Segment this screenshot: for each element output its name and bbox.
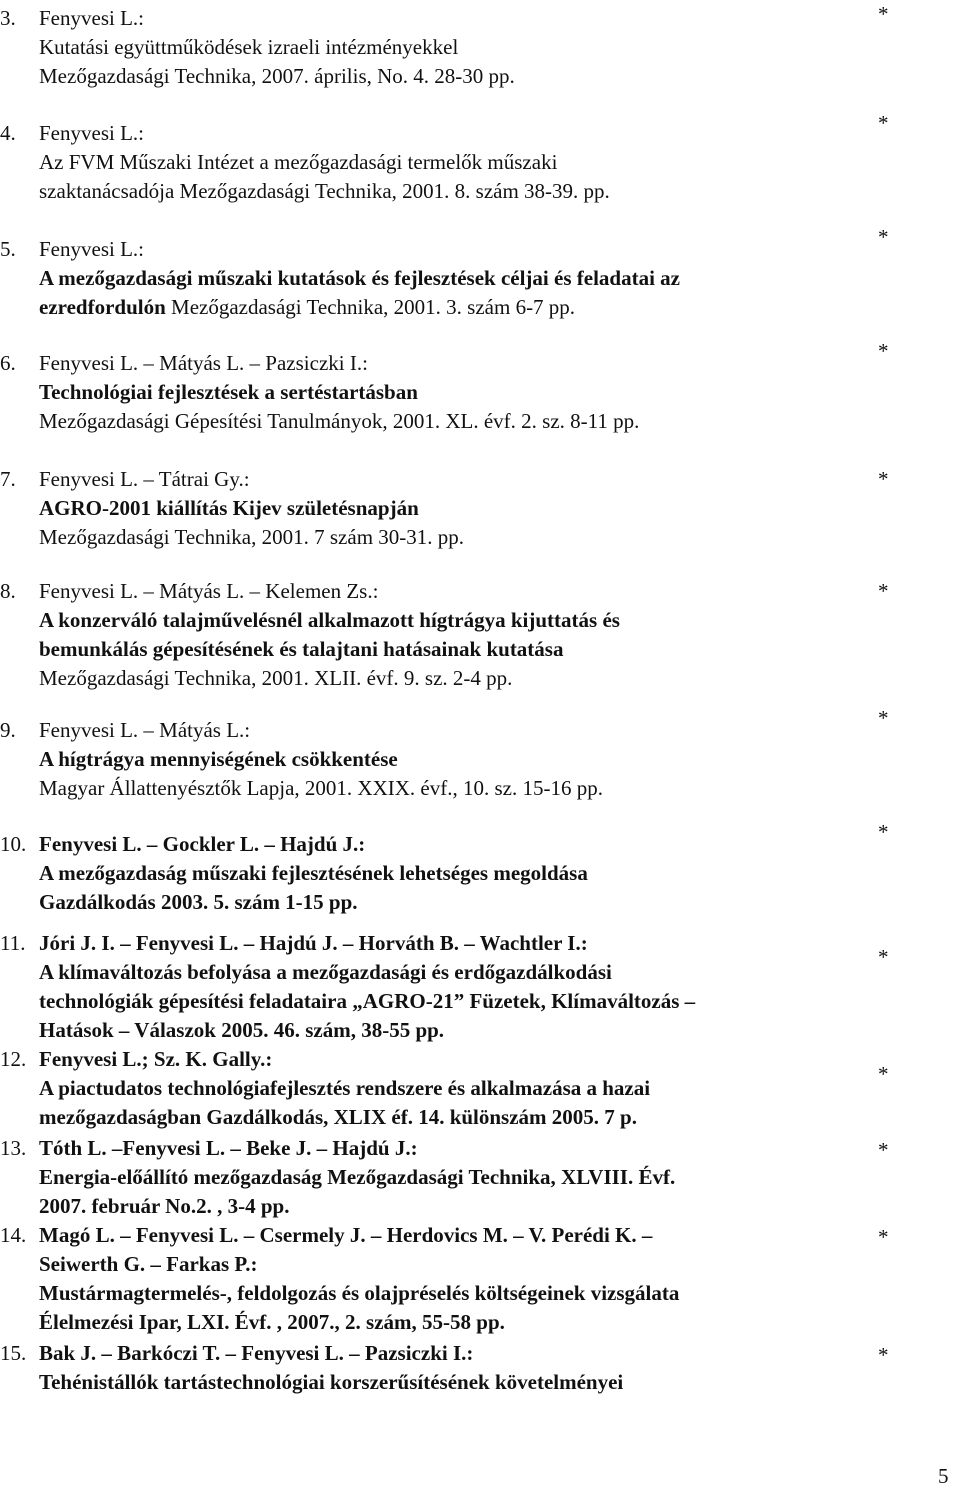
entry-number: 3. [0, 6, 16, 30]
entry-title: AGRO-2001 kiállítás Kijev születésnapján [39, 496, 419, 520]
entry-source: Mezőgazdasági Technika, 2001. XLII. évf. 9. sz. 2-4 pp. [39, 666, 513, 690]
entry-authors: Seiwerth G. – Farkas P.: [39, 1252, 258, 1276]
entry-title: A hígtrágya mennyiségének csökkentése [39, 747, 398, 771]
asterisk-mark: * [878, 1225, 889, 1249]
entry-number: 12. [0, 1047, 27, 1071]
asterisk-mark: * [878, 820, 889, 844]
page-number: 5 [938, 1464, 949, 1488]
entry-number: 7. [0, 467, 16, 491]
entry-title: mezőgazdaságban Gazdálkodás, XLIX éf. 14. különszám 2005. 7 p. [39, 1105, 637, 1129]
entry-title: Energia-előállító mezőgazdaság Mezőgazdasági Technika, XLVIII. Évf. [39, 1165, 676, 1189]
entry-source: Mezőgazdasági Gépesítési Tanulmányok, 2001. XL. évf. 2. sz. 8-11 pp. [39, 409, 640, 433]
entry-title: A piactudatos technológiafejlesztés rendszere és alkalmazása a hazai [39, 1076, 651, 1100]
entry-authors: Fenyvesi L.: [39, 121, 144, 145]
entry-title: bemunkálás gépesítésének és talajtani hatásainak kutatása [39, 637, 564, 661]
entry-source: Mezőgazdasági Technika, 2001. 7 szám 30-31. pp. [39, 525, 465, 549]
asterisk-mark: * [878, 2, 889, 26]
entry-authors: Fenyvesi L. – Mátyás L. – Pazsiczki I.: [39, 351, 368, 375]
entry-number: 15. [0, 1341, 27, 1365]
entry-authors: Fenyvesi L.: [39, 237, 144, 261]
asterisk-mark: * [878, 1343, 889, 1367]
asterisk-mark: * [878, 467, 889, 491]
asterisk-mark: * [878, 579, 889, 603]
asterisk-mark: * [878, 945, 889, 969]
entry-authors: Jóri J. I. – Fenyvesi L. – Hajdú J. – Horváth B. – Wachtler I.: [39, 931, 588, 955]
entry-source: Gazdálkodás 2003. 5. szám 1-15 pp. [39, 890, 358, 914]
entry-title: Az FVM Műszaki Intézet a mezőgazdasági termelők műszaki [39, 150, 558, 174]
entry-authors: Tóth L. –Fenyvesi L. – Beke J. – Hajdú J.: [39, 1136, 418, 1160]
entry-title: Mustármagtermelés-, feldolgozás és olajpréselés költségeinek vizsgálata [39, 1281, 680, 1305]
entry-title: A klímaváltozás befolyása a mezőgazdasági és erdőgazdálkodási [39, 960, 612, 984]
entry-title: szaktanácsadója [39, 179, 175, 203]
entry-title: A mezőgazdaság műszaki fejlesztésének lehetséges megoldása [39, 861, 588, 885]
entry-title: A mezőgazdasági műszaki kutatások és fejlesztések céljai és feladatai az [39, 266, 680, 290]
entry-title: Élelmezési Ipar, LXI. Évf. , 2007., 2. szám, 55-58 pp. [39, 1310, 505, 1334]
entry-number: 9. [0, 718, 16, 742]
asterisk-mark: * [878, 1062, 889, 1086]
entry-number: 4. [0, 121, 16, 145]
asterisk-mark: * [878, 1138, 889, 1162]
entry-number: 6. [0, 351, 16, 375]
entry-number: 8. [0, 579, 16, 603]
entry-title: 2007. február No.2. , 3-4 pp. [39, 1194, 290, 1218]
asterisk-mark: * [878, 225, 889, 249]
entry-title: A konzerváló talajművelésnél alkalmazott hígtrágya kijuttatás és [39, 608, 620, 632]
entry-authors: Fenyvesi L. – Mátyás L.: [39, 718, 251, 742]
entry-number: 14. [0, 1223, 27, 1247]
entry-number: 13. [0, 1136, 27, 1160]
entry-source: Mezőgazdasági Technika, 2007. április, No. 4. 28-30 pp. [39, 64, 515, 88]
entry-title: Tehénistállók tartástechnológiai korszerűsítésének követelményei [39, 1370, 624, 1394]
entry-source: Mezőgazdasági Technika, 2001. 3. szám 6-7 pp. [171, 295, 576, 319]
entry-source: Magyar Állattenyésztők Lapja, 2001. XXIX. évf., 10. sz. 15-16 pp. [39, 776, 603, 800]
asterisk-mark: * [878, 111, 889, 135]
entry-number: 11. [0, 931, 26, 955]
entry-title: Technológiai fejlesztések a sertéstartásban [39, 380, 418, 404]
entry-authors: Magó L. – Fenyvesi L. – Csermely J. – Herdovics M. – V. Perédi K. – [39, 1223, 653, 1247]
entry-authors: Fenyvesi L. – Mátyás L. – Kelemen Zs.: [39, 579, 379, 603]
entry-title: Hatások – Válaszok 2005. 46. szám, 38-55 pp. [39, 1018, 445, 1042]
entry-authors: Fenyvesi L.: [39, 6, 144, 30]
entry-title: technológiák gépesítési feladataira „AGRO-21” Füzetek, Klímaváltozás – [39, 989, 696, 1013]
entry-authors: Fenyvesi L. – Gockler L. – Hajdú J.: [39, 832, 366, 856]
entry-number: 10. [0, 832, 27, 856]
asterisk-mark: * [878, 339, 889, 363]
entry-authors: Fenyvesi L. – Tátrai Gy.: [39, 467, 250, 491]
entry-title: Kutatási együttműködések izraeli intézményekkel [39, 35, 459, 59]
entry-authors: Fenyvesi L.; Sz. K. Gally.: [39, 1047, 273, 1071]
entry-title: ezredfordulón [39, 295, 166, 319]
entry-source: Mezőgazdasági Technika, 2001. 8. szám 38-39. pp. [179, 179, 610, 203]
entry-authors: Bak J. – Barkóczi T. – Fenyvesi L. – Pazsiczki I.: [39, 1341, 474, 1365]
asterisk-mark: * [878, 706, 889, 730]
entry-number: 5. [0, 237, 16, 261]
